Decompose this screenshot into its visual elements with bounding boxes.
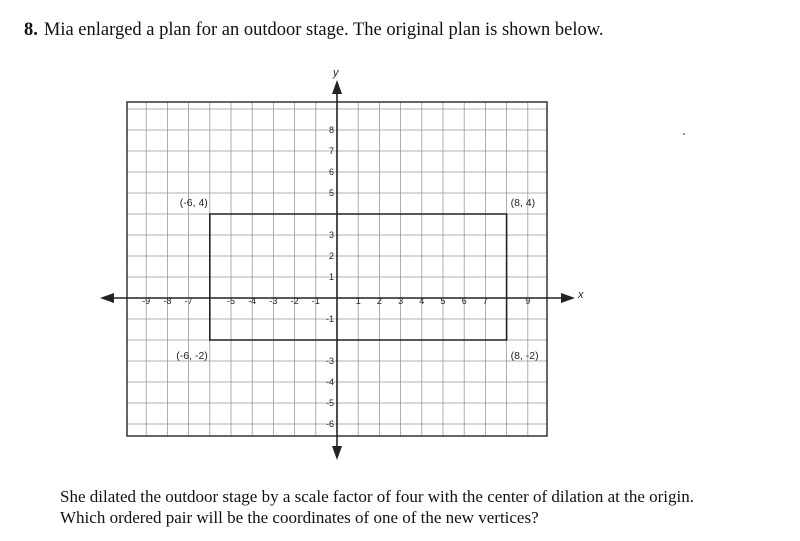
x-tick-label: 3 — [398, 296, 404, 306]
x-tick-label: 2 — [376, 296, 382, 306]
x-tick-label: 5 — [440, 296, 446, 306]
y-tick-label: 6 — [328, 167, 334, 177]
question-number: 8. — [24, 20, 38, 40]
vertex-label: (-6, 4) — [179, 197, 208, 209]
vertex-label: (8, -2) — [510, 350, 539, 362]
y-tick-label: 8 — [328, 125, 334, 135]
x-tick-label: -4 — [248, 296, 257, 306]
vertex-label: (8, 4) — [510, 197, 536, 209]
y-axis-arrow-up — [332, 80, 342, 94]
x-tick-label: -2 — [290, 296, 299, 306]
x-tick-label: -5 — [226, 296, 236, 306]
x-tick-label: -1 — [311, 296, 320, 306]
question-prompt — [60, 486, 694, 528]
x-tick-label: 6 — [461, 296, 467, 306]
y-tick-label: -6 — [325, 419, 334, 429]
prompt-line-2: Which ordered pair will be the coordinates of one of the new vertices? — [60, 508, 539, 527]
x-tick-label: 7 — [482, 296, 488, 306]
x-tick-label: -7 — [184, 296, 193, 306]
x-tick-label: -3 — [269, 296, 278, 306]
x-tick-label: -9 — [142, 296, 151, 306]
y-tick-label: 3 — [328, 230, 334, 240]
y-tick-label: -3 — [325, 356, 334, 366]
x-tick-label: 1 — [355, 296, 361, 306]
y-tick-label: 5 — [328, 188, 334, 198]
y-tick-label: 2 — [328, 251, 334, 261]
x-axis-label: x — [578, 289, 584, 301]
y-axis-label: y — [333, 67, 339, 79]
x-axis-arrow-right — [561, 293, 575, 303]
x-tick-label: 9 — [525, 296, 531, 306]
prompt-line-1: She dilated the outdoor stage by a scale factor of four with the center of dilation at the origin. — [60, 487, 694, 506]
y-tick-label: -1 — [325, 314, 334, 324]
y-axis-arrow-down — [332, 446, 342, 460]
y-tick-label: 1 — [328, 272, 334, 282]
question-text: Mia enlarged a plan for an outdoor stage. The original plan is shown below. — [43, 20, 604, 40]
y-tick-label: -5 — [325, 398, 334, 408]
x-tick-label: -8 — [163, 296, 172, 306]
x-axis-arrow-left — [100, 293, 114, 303]
x-tick-label: 4 — [419, 296, 425, 306]
vertex-label: (-6, -2) — [176, 350, 208, 362]
y-tick-label: -4 — [325, 377, 334, 387]
y-tick-label: 7 — [328, 146, 334, 156]
